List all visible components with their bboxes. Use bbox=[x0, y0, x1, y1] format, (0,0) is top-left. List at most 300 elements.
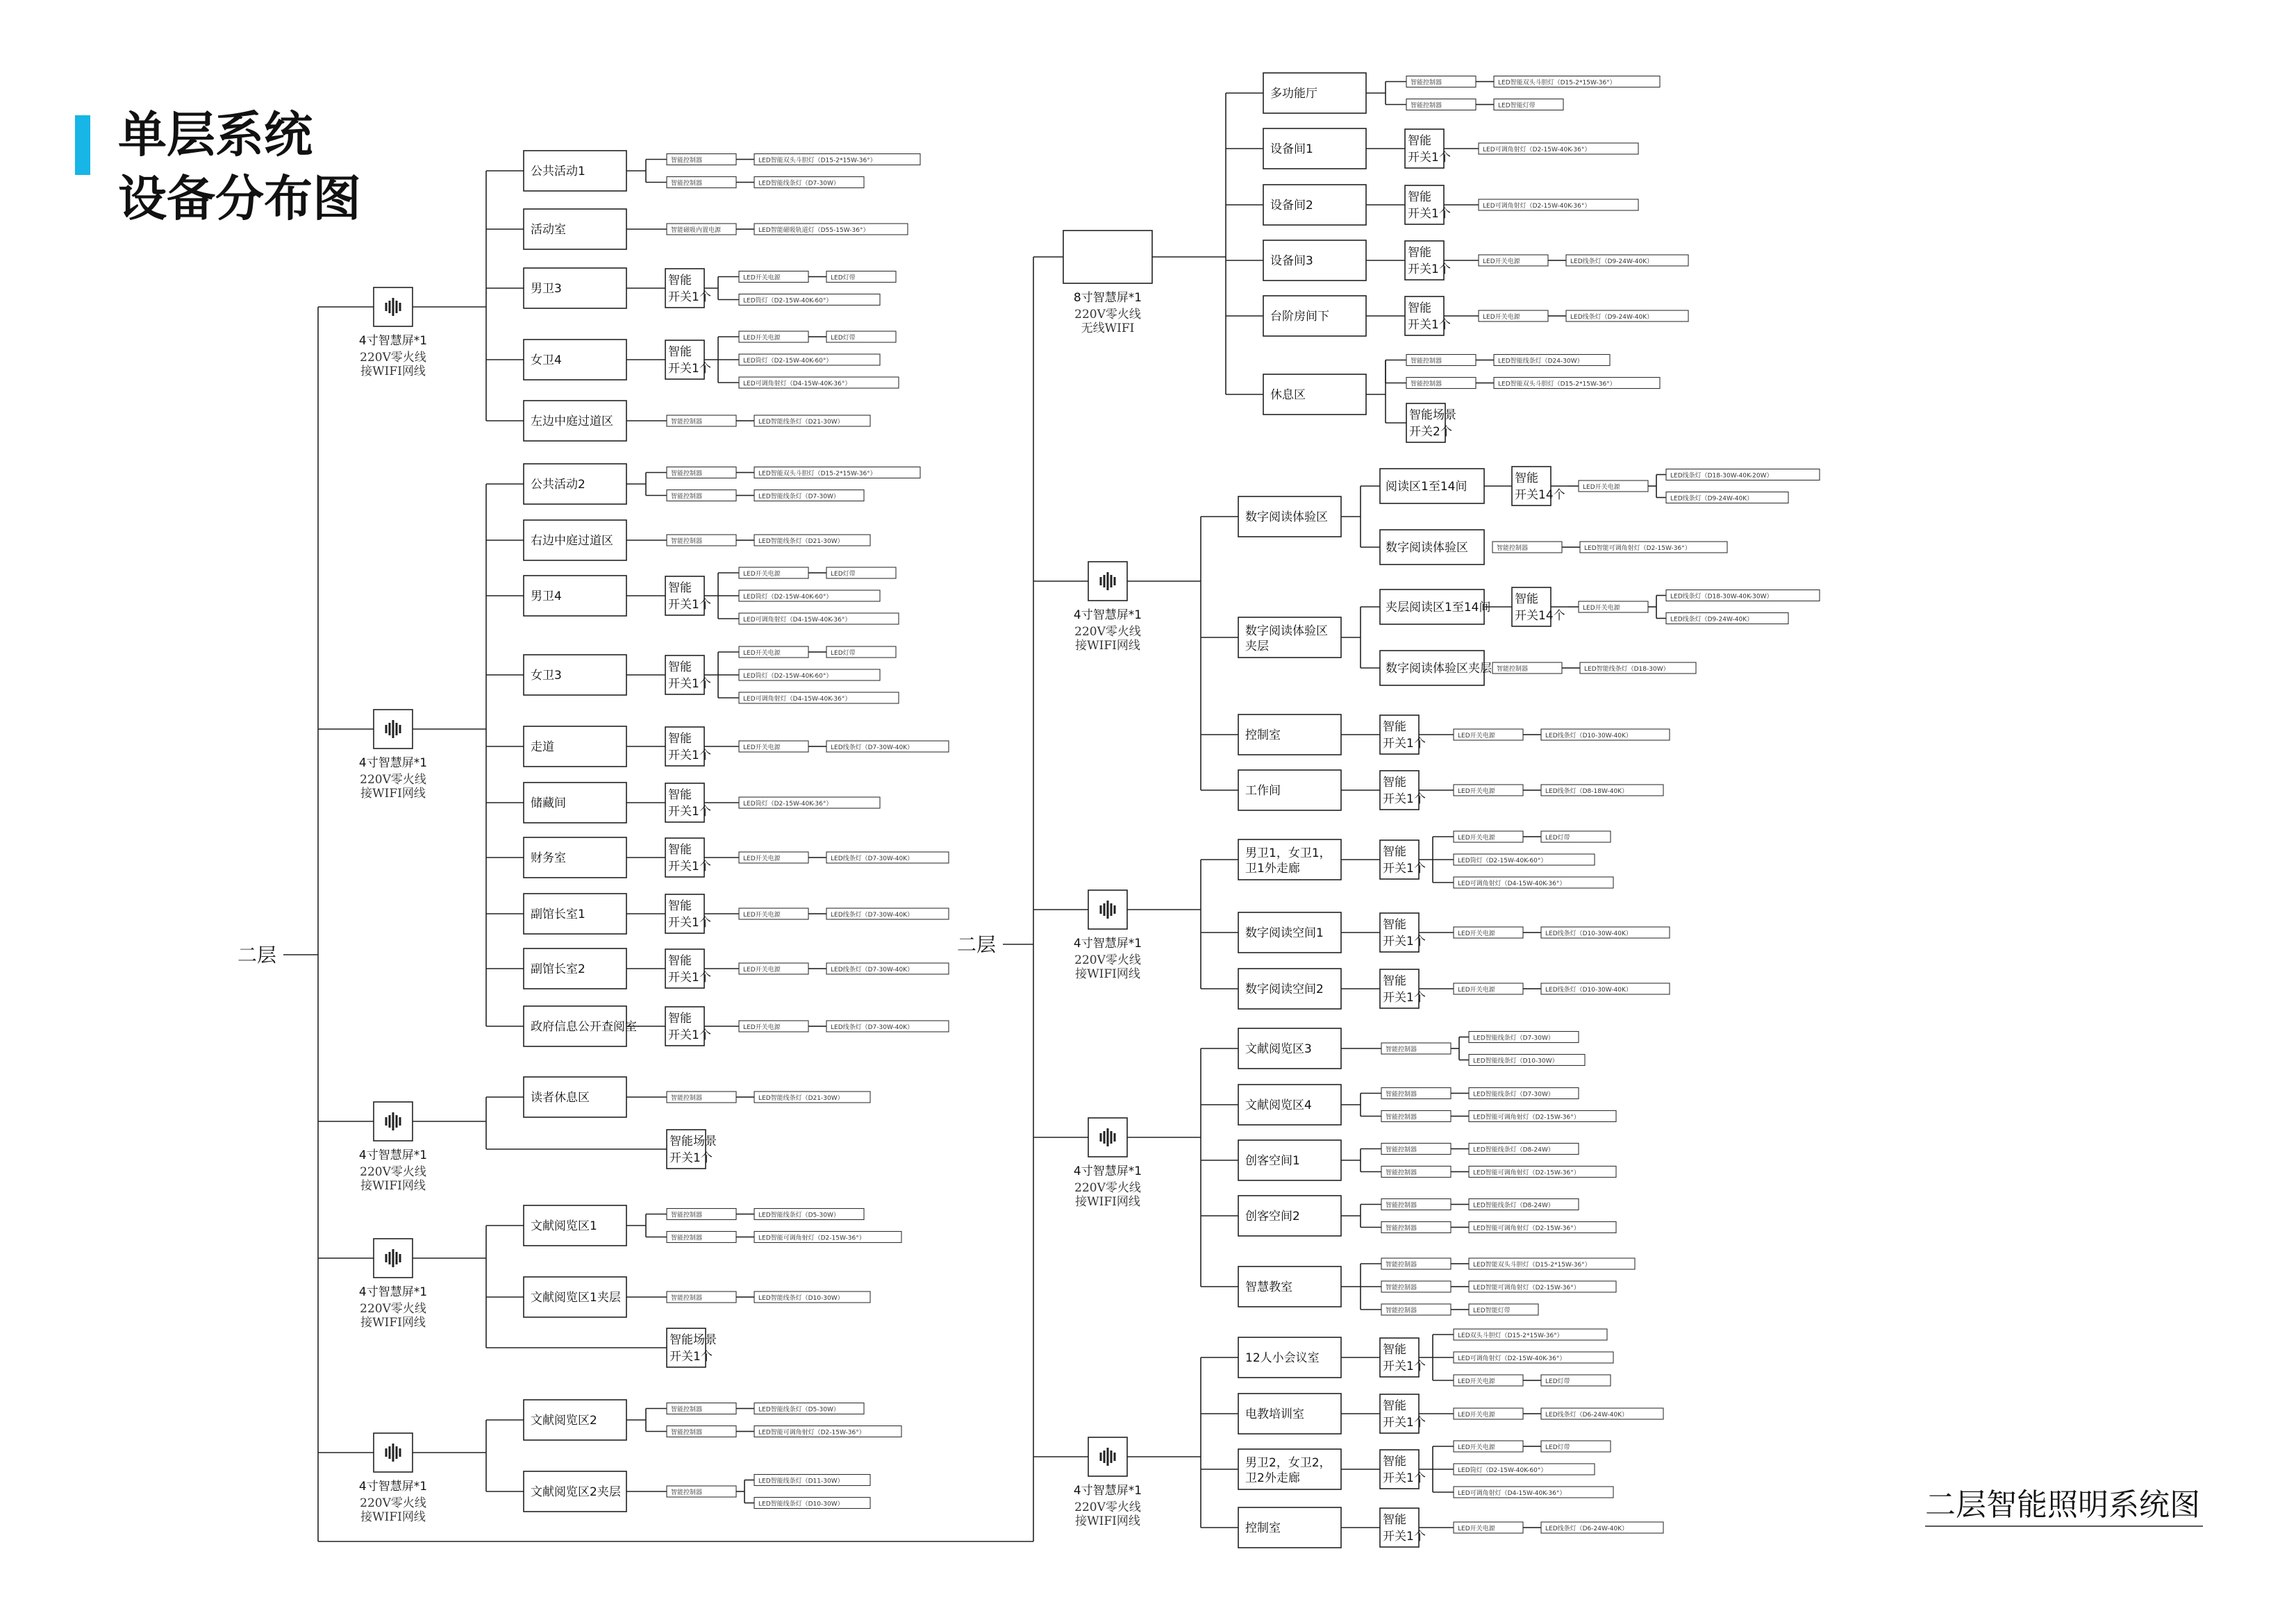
network-spec-label: 接WIFI网线 bbox=[360, 1510, 426, 1524]
room-label: 储藏间 bbox=[531, 796, 566, 810]
room-label: 数字阅读体验区 bbox=[1245, 624, 1328, 638]
smart-switch-count: 开关1个 bbox=[668, 971, 711, 985]
device-label: LED开关电源 bbox=[1458, 1412, 1495, 1419]
smart-switch-count: 开关1个 bbox=[668, 916, 711, 930]
smart-screen-label: 4寸智慧屏*1 bbox=[1073, 1164, 1142, 1178]
device-label: 智能控制器 bbox=[671, 470, 703, 478]
floor-label: 二层 bbox=[957, 933, 997, 956]
right-floor-tree bbox=[957, 73, 1820, 1548]
smart-switch-count: 开关1个 bbox=[1408, 207, 1451, 221]
room-label: 文献阅览区3 bbox=[1245, 1042, 1312, 1056]
room-label: 控制室 bbox=[1245, 1521, 1281, 1535]
device-label: 智能控制器 bbox=[671, 1489, 703, 1496]
room-label: 数字阅读空间2 bbox=[1245, 983, 1324, 996]
device-label: LED开关电源 bbox=[1583, 484, 1620, 491]
device-label: LED灯带 bbox=[831, 650, 856, 657]
smart-screen-label: 4寸智慧屏*1 bbox=[1073, 608, 1142, 622]
page-title-line2: 设备分布图 bbox=[118, 170, 361, 227]
device-label: LED筒灯（D2-15W-40K-60°） bbox=[743, 297, 833, 305]
screen-bar-icon bbox=[1107, 1448, 1109, 1466]
screen-bar-icon bbox=[1104, 1131, 1106, 1144]
device-label: LED线条灯（D10-30W-40K） bbox=[1545, 930, 1632, 937]
device-label: 智能控制器 bbox=[1411, 79, 1442, 87]
screen-bar-icon bbox=[399, 1448, 401, 1457]
device-label: LED智能双头斗胆灯（D15-2*15W-36°） bbox=[758, 157, 876, 165]
network-spec-label: 接WIFI网线 bbox=[1075, 1514, 1140, 1528]
smart-switch-label: 智能 bbox=[1408, 301, 1431, 315]
sub-room-label: 夹层阅读区1至14间 bbox=[1386, 601, 1491, 614]
device-label: LED线条灯（D9-24W-40K） bbox=[1570, 258, 1654, 265]
device-label: LED智能可调角射灯（D2-15W-36°） bbox=[758, 1429, 865, 1437]
smart-switch-count: 开关1个 bbox=[668, 362, 711, 376]
smart-switch-label: 智能 bbox=[668, 788, 692, 802]
device-label: LED智能线条灯（D10-30W） bbox=[1473, 1057, 1558, 1065]
screen-bar-icon bbox=[392, 1249, 394, 1267]
device-label: LED可调角射灯（D2-15W-40K-36°） bbox=[1483, 147, 1591, 153]
device-label: LED可调角射灯（D4-15W-40K-36°） bbox=[743, 617, 851, 624]
floor-label: 二层 bbox=[238, 944, 277, 967]
room-label: 左边中庭过道区 bbox=[531, 415, 613, 428]
device-label: LED线条灯（D18-30W-40K-20W） bbox=[1670, 472, 1773, 480]
smart-switch-count: 开关1个 bbox=[1383, 935, 1426, 948]
smart-switch-label: 智能 bbox=[1383, 1455, 1406, 1469]
screen-bar-icon bbox=[1107, 1128, 1109, 1146]
network-spec-label: 无线WIFI bbox=[1081, 321, 1135, 335]
screen-bar-icon bbox=[1100, 1453, 1102, 1461]
page-title-line1: 单层系统 bbox=[118, 106, 313, 163]
device-label: LED开关电源 bbox=[743, 274, 781, 282]
smart-switch-count: 开关1个 bbox=[1408, 151, 1451, 165]
screen-bar-icon bbox=[1114, 577, 1116, 585]
device-label: 智能控制器 bbox=[1386, 1307, 1417, 1314]
smart-switch-label: 智能 bbox=[668, 1012, 692, 1026]
screen-bar-icon bbox=[1100, 577, 1102, 585]
network-spec-label: 接WIFI网线 bbox=[360, 787, 426, 801]
screen-bar-icon bbox=[399, 1117, 401, 1126]
device-label: LED线条灯（D10-30W-40K） bbox=[1545, 733, 1632, 739]
smart-switch-count: 开关1个 bbox=[1383, 1471, 1426, 1485]
device-label: LED开关电源 bbox=[743, 335, 781, 342]
smart-switch-count: 开关1个 bbox=[1383, 1530, 1426, 1544]
left-floor-tree bbox=[238, 151, 1033, 1541]
smart-switch-label: 智能 bbox=[1383, 776, 1406, 789]
device-label: LED可调角射灯（D4-15W-40K-36°） bbox=[1458, 1490, 1566, 1497]
screen-bar-icon bbox=[389, 1446, 391, 1459]
smart-switch-label: 智能 bbox=[668, 843, 692, 857]
device-label: LED智能线条灯（D8-24W） bbox=[1473, 1202, 1554, 1210]
room-label: 副馆长室2 bbox=[531, 962, 585, 976]
power-spec-label: 220V零火线 bbox=[1074, 308, 1141, 321]
device-label: LED智能双头斗胆灯（D15-2*15W-36°） bbox=[1498, 79, 1616, 87]
device-label: LED智能可调角射灯（D2-15W-36°） bbox=[1473, 1114, 1580, 1121]
room-label: 右边中庭过道区 bbox=[531, 534, 613, 548]
smart-screen-label: 4寸智慧屏*1 bbox=[1073, 1484, 1142, 1498]
device-label: LED线条灯（D10-30W-40K） bbox=[1545, 987, 1632, 994]
smart-switch-count: 开关1个 bbox=[668, 805, 711, 819]
power-spec-label: 220V零火线 bbox=[360, 1302, 426, 1316]
device-label: LED开关电源 bbox=[1458, 1525, 1495, 1532]
device-label: 智能控制器 bbox=[1411, 358, 1442, 365]
smart-switch-count: 开关1个 bbox=[1383, 792, 1426, 806]
smart-switch-count: 开关1个 bbox=[668, 860, 711, 873]
device-label: 智能控制器 bbox=[1497, 666, 1529, 673]
network-spec-label: 接WIFI网线 bbox=[360, 1179, 426, 1193]
screen-bar-icon bbox=[399, 1254, 401, 1262]
screen-bar-icon bbox=[396, 1252, 398, 1264]
device-label: LED开关电源 bbox=[743, 912, 781, 919]
screen-bar-icon bbox=[389, 1115, 391, 1128]
smart-switch-label: 智能场景 bbox=[669, 1333, 717, 1347]
device-label: LED智能线条灯（D11-30W） bbox=[758, 1478, 844, 1485]
power-spec-label: 220V零火线 bbox=[1074, 625, 1141, 639]
smart-switch-count: 开关1个 bbox=[668, 290, 711, 304]
screen-bar-icon bbox=[392, 298, 394, 316]
room-label: 财务室 bbox=[531, 851, 566, 865]
room-label: 男卫2，女卫2， bbox=[1245, 1456, 1331, 1470]
screen-bar-icon bbox=[1104, 903, 1106, 916]
device-label: LED可调角射灯（D4-15W-40K-36°） bbox=[1458, 880, 1566, 887]
room-label: 电教培训室 bbox=[1245, 1407, 1304, 1421]
device-label: LED智能线条灯（D21-30W） bbox=[758, 1095, 844, 1102]
device-label: LED智能线条灯（D7-30W） bbox=[758, 180, 840, 187]
screen-bar-icon bbox=[1107, 572, 1109, 590]
device-label: LED智能可调角射灯（D2-15W-36°） bbox=[1473, 1169, 1580, 1177]
device-label: 智能控制器 bbox=[671, 493, 703, 501]
device-label: LED智能双头斗胆灯（D15-2*15W-36°） bbox=[1498, 381, 1616, 388]
room-label: 男卫1，女卫1， bbox=[1245, 846, 1331, 860]
device-label: 智能控制器 bbox=[1386, 1169, 1417, 1177]
network-spec-label: 接WIFI网线 bbox=[360, 365, 426, 378]
smart-switch-count: 开关1个 bbox=[668, 598, 711, 612]
smart-screen-label: 4寸智慧屏*1 bbox=[358, 1480, 428, 1494]
smart-screen-label: 4寸智慧屏*1 bbox=[358, 756, 428, 770]
smart-switch-label: 智能场景 bbox=[669, 1135, 717, 1148]
device-label: 智能控制器 bbox=[1411, 381, 1442, 388]
device-label: LED智能线条灯（D10-30W） bbox=[758, 1295, 844, 1302]
smart-switch-label: 智能 bbox=[1383, 918, 1406, 932]
room-label: 创客空间2 bbox=[1245, 1210, 1300, 1223]
power-spec-label: 220V零火线 bbox=[360, 351, 426, 365]
room-label: 工作间 bbox=[1245, 784, 1281, 798]
device-label: LED灯带 bbox=[1545, 835, 1570, 842]
device-label: 智能控制器 bbox=[1386, 1262, 1417, 1269]
device-label: LED线条灯（D7-30W-40K） bbox=[831, 1024, 914, 1031]
smart-switch-count: 开关1个 bbox=[668, 677, 711, 691]
device-label: LED智能磁吸轨道灯（D55-15W-36°） bbox=[758, 227, 870, 234]
smart-switch-label: 智能 bbox=[1408, 190, 1431, 204]
device-label: LED筒灯（D2-15W-40K-60°） bbox=[743, 358, 833, 365]
device-label: LED筒灯（D2-15W-40K-60°） bbox=[743, 594, 833, 601]
power-spec-label: 220V零火线 bbox=[1074, 1181, 1141, 1195]
device-label: LED智能可调角射灯（D2-15W-36°） bbox=[1473, 1285, 1580, 1291]
room-label: 设备间2 bbox=[1270, 199, 1313, 212]
power-spec-label: 220V零火线 bbox=[1074, 1500, 1141, 1514]
smart-switch-label: 智能 bbox=[1408, 246, 1431, 260]
screen-bar-icon bbox=[1114, 1453, 1116, 1461]
diagram-caption-text: 二层智能照明系统图 bbox=[1925, 1487, 2200, 1523]
device-label: LED线条灯（D7-30W-40K） bbox=[831, 744, 914, 751]
room-label: 男卫3 bbox=[531, 282, 562, 296]
smart-switch-count: 开关14个 bbox=[1515, 488, 1565, 502]
power-spec-label: 220V零火线 bbox=[360, 773, 426, 787]
device-label: LED开关电源 bbox=[1458, 835, 1495, 842]
device-label: 智能控制器 bbox=[671, 157, 703, 165]
smart-switch-label: 智能 bbox=[1515, 471, 1538, 485]
device-label: LED筒灯（D2-15W-40K-60°） bbox=[1458, 858, 1547, 864]
device-label: LED智能线条灯（D5-30W） bbox=[758, 1212, 840, 1219]
device-label: 智能控制器 bbox=[1386, 1046, 1417, 1053]
smart-screen-label: 4寸智慧屏*1 bbox=[1073, 937, 1142, 951]
device-label: LED开关电源 bbox=[1483, 314, 1520, 321]
room-label: 设备间3 bbox=[1270, 254, 1313, 268]
device-label: LED线条灯（D7-30W-40K） bbox=[831, 855, 914, 862]
device-label: LED可调角射灯（D4-15W-40K-36°） bbox=[743, 696, 851, 703]
device-label: LED灯带 bbox=[1545, 1378, 1570, 1385]
room-label: 控制室 bbox=[1245, 728, 1281, 742]
smart-switch-label: 智能 bbox=[1408, 134, 1431, 148]
device-label: LED开关电源 bbox=[743, 571, 781, 578]
device-label: LED灯带 bbox=[831, 571, 856, 578]
smart-switch-label: 智能 bbox=[668, 899, 692, 913]
screen-bar-icon bbox=[385, 1117, 388, 1126]
page-header bbox=[75, 106, 361, 227]
screen-bar-icon bbox=[1100, 1133, 1102, 1142]
screen-bar-icon bbox=[1110, 903, 1113, 916]
room-label-line2: 卫1外走廊 bbox=[1245, 862, 1300, 876]
room-label: 读者休息区 bbox=[531, 1091, 590, 1105]
screen-bar-icon bbox=[1107, 901, 1109, 919]
room-label: 设备间1 bbox=[1270, 142, 1313, 156]
screen-bar-icon bbox=[396, 1115, 398, 1128]
device-label: 智能控制器 bbox=[671, 1235, 703, 1242]
smart-screen-label: 4寸智慧屏*1 bbox=[358, 334, 428, 348]
device-label: LED智能线条灯（D24-30W） bbox=[1498, 358, 1583, 365]
device-label: LED智能线条灯（D10-30W） bbox=[758, 1500, 844, 1508]
diagram-caption bbox=[1925, 1487, 2203, 1526]
smart-screen-label: 4寸智慧屏*1 bbox=[358, 1285, 428, 1299]
device-label: 智能控制器 bbox=[1386, 1146, 1417, 1154]
device-label: LED开关电源 bbox=[743, 967, 781, 973]
device-label: LED开关电源 bbox=[1458, 987, 1495, 994]
room-label: 台阶房间下 bbox=[1270, 310, 1329, 324]
device-label: 智能控制器 bbox=[671, 1429, 703, 1437]
smart-switch-count: 开关1个 bbox=[669, 1350, 713, 1364]
device-label: 智能控制器 bbox=[671, 538, 703, 545]
smart-switch-label: 智能 bbox=[1515, 592, 1538, 606]
device-label: LED线条灯（D18-30W-40K-30W） bbox=[1670, 593, 1773, 601]
room-label: 文献阅览区1夹层 bbox=[531, 1291, 621, 1305]
smart-screen-8in-icon bbox=[1063, 231, 1152, 283]
power-spec-label: 220V零火线 bbox=[1074, 953, 1141, 967]
device-label: LED智能线条灯（D18-30W） bbox=[1584, 666, 1670, 673]
room-label: 创客空间1 bbox=[1245, 1154, 1300, 1168]
smart-switch-count: 开关1个 bbox=[1383, 1416, 1426, 1430]
sub-room-label: 数字阅读体验区 bbox=[1386, 541, 1468, 555]
screen-bar-icon bbox=[385, 1448, 388, 1457]
screen-bar-icon bbox=[396, 301, 398, 313]
device-label: LED开关电源 bbox=[1458, 930, 1495, 937]
screen-bar-icon bbox=[385, 725, 388, 733]
accent-bar bbox=[75, 115, 90, 175]
device-label: LED筒灯（D2-15W-40K-36°） bbox=[743, 801, 833, 808]
smart-switch-count: 开关1个 bbox=[1383, 862, 1426, 876]
device-label: LED智能灯带 bbox=[1498, 102, 1536, 110]
device-label: LED线条灯（D9-24W-40K） bbox=[1570, 314, 1654, 321]
device-label: LED线条灯（D9-24W-40K） bbox=[1670, 495, 1754, 503]
room-label: 文献阅览区2 bbox=[531, 1414, 597, 1428]
screen-bar-icon bbox=[1110, 1131, 1113, 1144]
room-label: 多功能厅 bbox=[1270, 87, 1317, 101]
device-label: LED智能线条灯（D5-30W） bbox=[758, 1406, 840, 1414]
screen-bar-icon bbox=[1104, 575, 1106, 587]
screen-bar-icon bbox=[385, 1254, 388, 1262]
room-label: 活动室 bbox=[531, 223, 566, 237]
device-label: LED智能线条灯（D21-30W） bbox=[758, 419, 844, 426]
smart-switch-label: 智能 bbox=[668, 732, 692, 746]
screen-bar-icon bbox=[1114, 905, 1116, 914]
room-label-line2: 夹层 bbox=[1245, 639, 1269, 653]
device-label: 智能控制器 bbox=[1386, 1225, 1417, 1232]
device-label: 智能控制器 bbox=[671, 1212, 703, 1219]
device-label: LED开关电源 bbox=[743, 744, 781, 751]
smart-switch-count: 开关1个 bbox=[669, 1151, 713, 1165]
smart-switch-label: 智能 bbox=[668, 345, 692, 359]
network-spec-label: 接WIFI网线 bbox=[1075, 967, 1140, 981]
device-label: LED智能线条灯（D7-30W） bbox=[1473, 1035, 1554, 1042]
device-label: 智能控制器 bbox=[1386, 1091, 1417, 1098]
device-label: LED可调角射灯（D2-15W-40K-36°） bbox=[1483, 203, 1591, 210]
device-label: LED线条灯（D7-30W-40K） bbox=[831, 967, 914, 973]
screen-bar-icon bbox=[396, 723, 398, 735]
room-label: 公共活动2 bbox=[531, 478, 585, 492]
device-label: LED筒灯（D2-15W-40K-60°） bbox=[1458, 1467, 1547, 1474]
device-label: 智能磁吸内置电源 bbox=[671, 227, 722, 234]
smart-screen-label: 8寸智慧屏*1 bbox=[1073, 291, 1142, 305]
smart-switch-label: 智能 bbox=[1383, 1399, 1406, 1413]
screen-bar-icon bbox=[389, 301, 391, 313]
device-label: LED灯带 bbox=[1545, 1444, 1570, 1451]
device-label: LED开关电源 bbox=[1458, 788, 1495, 795]
device-label: LED开关电源 bbox=[1483, 258, 1520, 265]
screen-bar-icon bbox=[1114, 1133, 1116, 1142]
device-label: 智能控制器 bbox=[1411, 102, 1442, 110]
room-label: 女卫4 bbox=[531, 353, 562, 367]
device-label: LED智能可调角射灯（D2-15W-36°） bbox=[758, 1235, 865, 1242]
device-label: LED线条灯（D9-24W-40K） bbox=[1670, 616, 1754, 624]
sub-room-label: 数字阅读体验区夹层 bbox=[1386, 662, 1492, 676]
device-label: LED可调角射灯（D2-15W-40K-36°） bbox=[1458, 1355, 1566, 1362]
device-label: LED线条灯（D8-18W-40K） bbox=[1545, 788, 1629, 795]
smart-switch-label: 智能 bbox=[668, 274, 692, 287]
device-label: LED开关电源 bbox=[1458, 1444, 1495, 1451]
device-label: LED开关电源 bbox=[743, 1024, 781, 1031]
room-label-line2: 卫2外走廊 bbox=[1245, 1471, 1300, 1485]
device-label: LED筒灯（D2-15W-40K-60°） bbox=[743, 673, 833, 680]
network-spec-label: 接WIFI网线 bbox=[1075, 639, 1140, 653]
smart-switch-count: 开关1个 bbox=[1408, 318, 1451, 332]
screen-bar-icon bbox=[1104, 1450, 1106, 1463]
device-label: LED灯带 bbox=[831, 335, 856, 342]
smart-switch-count: 开关2个 bbox=[1409, 425, 1452, 439]
device-label: LED线条灯（D6-24W-40K） bbox=[1545, 1525, 1629, 1532]
smart-switch-label: 智能 bbox=[1383, 720, 1406, 734]
device-label: 智能控制器 bbox=[671, 1295, 703, 1302]
device-label: LED智能线条灯（D7-30W） bbox=[1473, 1091, 1554, 1098]
room-label: 女卫3 bbox=[531, 669, 562, 683]
device-label: LED开关电源 bbox=[1458, 1378, 1495, 1385]
device-label: LED开关电源 bbox=[743, 650, 781, 657]
smart-switch-count: 开关1个 bbox=[668, 749, 711, 762]
screen-bar-icon bbox=[399, 725, 401, 733]
room-label: 文献阅览区4 bbox=[1245, 1098, 1312, 1112]
device-label: LED智能线条灯（D8-24W） bbox=[1473, 1146, 1554, 1154]
device-label: LED智能可调角射灯（D2-15W-36°） bbox=[1473, 1225, 1580, 1232]
screen-bar-icon bbox=[392, 1444, 394, 1462]
room-label: 走道 bbox=[531, 740, 554, 754]
smart-switch-label: 智能 bbox=[668, 660, 692, 674]
room-label: 12人小会议室 bbox=[1245, 1351, 1320, 1365]
device-label: LED开关电源 bbox=[1583, 605, 1620, 612]
network-spec-label: 接WIFI网线 bbox=[1075, 1195, 1140, 1209]
device-label: LED开关电源 bbox=[1458, 733, 1495, 739]
network-spec-label: 接WIFI网线 bbox=[360, 1316, 426, 1330]
screen-bar-icon bbox=[392, 1112, 394, 1130]
device-label: 智能控制器 bbox=[671, 419, 703, 426]
device-label: 智能控制器 bbox=[671, 180, 703, 187]
room-label: 文献阅览区1 bbox=[531, 1219, 597, 1233]
room-label: 智慧教室 bbox=[1245, 1280, 1292, 1294]
room-label: 数字阅读空间1 bbox=[1245, 926, 1324, 940]
device-label: LED双头斗胆灯（D15-2*15W-36°） bbox=[1458, 1332, 1563, 1339]
device-label: 智能控制器 bbox=[1386, 1285, 1417, 1291]
device-label: LED灯带 bbox=[831, 274, 856, 282]
screen-bar-icon bbox=[1100, 905, 1102, 914]
room-label: 政府信息公开查阅室 bbox=[531, 1020, 637, 1034]
smart-switch-label: 智能 bbox=[1383, 974, 1406, 988]
screen-bar-icon bbox=[1110, 575, 1113, 587]
room-label: 休息区 bbox=[1270, 388, 1306, 402]
smart-switch-count: 开关1个 bbox=[1383, 991, 1426, 1005]
room-label: 副馆长室1 bbox=[531, 908, 585, 921]
screen-bar-icon bbox=[392, 720, 394, 738]
device-label: LED线条灯（D7-30W-40K） bbox=[831, 912, 914, 919]
room-label: 男卫4 bbox=[531, 590, 562, 603]
power-spec-label: 220V零火线 bbox=[360, 1165, 426, 1179]
room-label: 文献阅览区2夹层 bbox=[531, 1485, 621, 1499]
device-label: LED智能双头斗胆灯（D15-2*15W-36°） bbox=[1473, 1262, 1591, 1269]
screen-bar-icon bbox=[396, 1446, 398, 1459]
smart-switch-count: 开关1个 bbox=[668, 1028, 711, 1042]
smart-switch-count: 开关1个 bbox=[1383, 737, 1426, 751]
device-label: LED智能双头斗胆灯（D15-2*15W-36°） bbox=[758, 470, 876, 478]
room-label: 数字阅读体验区 bbox=[1245, 510, 1328, 524]
device-label: 智能控制器 bbox=[1386, 1114, 1417, 1121]
device-label: 智能控制器 bbox=[671, 1095, 703, 1102]
device-label: LED智能线条灯（D21-30W） bbox=[758, 538, 844, 545]
smart-switch-count: 开关14个 bbox=[1515, 609, 1565, 623]
screen-bar-icon bbox=[1110, 1450, 1113, 1463]
room-label: 公共活动1 bbox=[531, 165, 585, 178]
sub-room-label: 阅读区1至14间 bbox=[1386, 480, 1467, 494]
device-label: LED智能可调角射灯（D2-15W-36°） bbox=[1584, 545, 1691, 552]
smart-switch-label: 智能 bbox=[1383, 1343, 1406, 1357]
smart-switch-count: 开关1个 bbox=[1408, 262, 1451, 276]
smart-switch-label: 智能 bbox=[668, 954, 692, 968]
power-spec-label: 220V零火线 bbox=[360, 1496, 426, 1510]
smart-switch-label: 智能 bbox=[668, 581, 692, 595]
screen-bar-icon bbox=[389, 1252, 391, 1264]
device-label: LED开关电源 bbox=[743, 855, 781, 862]
